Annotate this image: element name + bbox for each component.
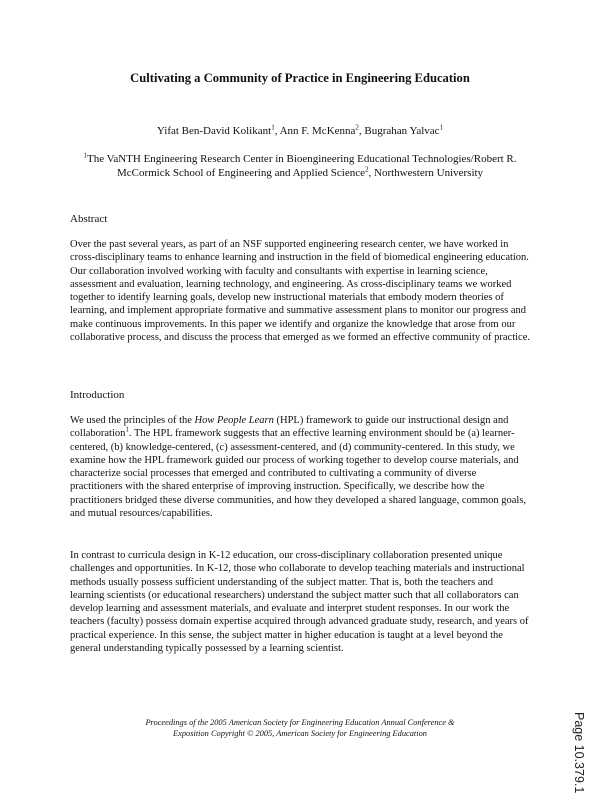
paragraph-text: We used the principles of the — [70, 415, 195, 426]
author-affiliation-mark: 2 — [355, 123, 359, 132]
affiliation-text: The VaNTH Engineering Research Center in Bioengineering Educational Technologies/Robert R. McCormick School of Engineering and Applied Science — [86, 153, 517, 179]
abstract-heading: Abstract — [70, 213, 108, 225]
author-separator: , — [358, 125, 365, 137]
page-number-label: Page 10.379.1 — [572, 712, 586, 793]
author-affiliation-mark: 1 — [439, 123, 444, 132]
page-footer — [0, 717, 600, 739]
author-name: Ann F. McKenna — [279, 125, 356, 137]
author-separator: , — [274, 125, 280, 137]
author-line — [0, 124, 600, 138]
affiliation — [70, 152, 530, 180]
framework-title: How People Learn — [194, 415, 274, 426]
footer-line: Exposition Copyright © 2005, American Society for Engineering Education — [173, 729, 427, 738]
introduction-paragraph-2: In contrast to curricula design in K-12 education, our cross-disciplinary collaboration presented unique challenges and opportunities. In K-12, those who collaborate to develop teaching materials and instructional methods usually possess sufficient understanding of the subject matter. That is, both the teachers and learning scientists (or educational researchers) understand the subject matter such that all collaborators can develop learning and assessment materials, and evaluate and interpret student responses. In our work the teachers (faculty) possess domain expertise acquired through advanced graduate study, research, and years of practical experience. In this sense, the subject matter in higher education is taught at a level beyond the general understanding typically possessed by a learning scientist. — [70, 550, 529, 655]
author-name: Bugrahan Yalvac — [364, 125, 440, 137]
author-name: Yifat Ben-David Kolikant — [156, 125, 272, 137]
footer-line: Proceedings of the 2005 American Society for Engineering Education Annual Conference & — [145, 718, 455, 727]
paper-title: Cultivating a Community of Practice in Engineering Education — [130, 71, 470, 85]
abstract-paragraph: Over the past several years, as part of an NSF supported engineering research center, we have worked in cross-disciplinary teams to enhance learning and instruction in the field of biomedical engineering education. Our collaboration involved working with faculty and consultants with expertise in learning science, assessment and evaluation, learning technology, and engineering. As cross-disciplinary teams we worked together to identify learning goals, develop new instructional materials that embody modern theories of learning, and implement appropriate formative and summative assessment plans to monitor our progress and make continuous improvements. In this paper we identify and organize the knowledge that arose from our collaborative process, and discuss the process that emerged as we formed an effective community of practice. — [70, 239, 530, 344]
affiliation-mark: 1 — [83, 151, 87, 160]
citation-mark: 1 — [125, 425, 129, 434]
paragraph-text: . The HPL framework suggests that an effective learning environment should be (a) learner-centered, (b) knowledge-centered, (c) assessment-centered, and (d) community-centered. In this study, we examine how the HPL framework guided our process of working together to develop course materials, and characterize social processes that emerged and contributed to cultivating a community of diverse practitioners with the shared enterprise of improving instruction. Specifically, we describe how the practitioners bridged these diverse communities, and how they developed a shared language, common goals, and mutual resources/capabilities. — [70, 428, 527, 520]
paragraph-text: (HPL) framework to guide our instructional design and collaboration — [70, 415, 509, 440]
introduction-heading: Introduction — [70, 389, 125, 401]
author-affiliation-mark: 1 — [271, 123, 275, 132]
introduction-paragraph-1 — [70, 414, 530, 520]
affiliation-text: , Northwestern University — [368, 167, 484, 179]
affiliation-mark: 2 — [365, 165, 369, 174]
